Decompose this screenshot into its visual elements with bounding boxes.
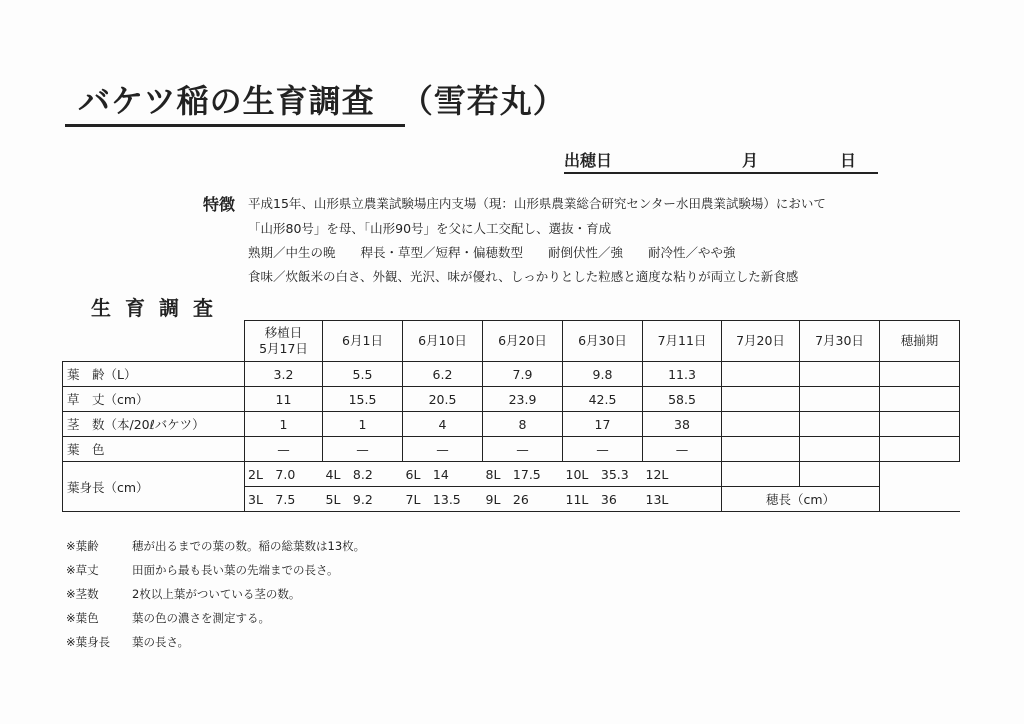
heading-date-field [564, 146, 878, 174]
table-cell [880, 362, 960, 387]
table-row-plant-height [63, 387, 960, 412]
features-label: 特徴 [203, 195, 236, 214]
table-cell [722, 412, 800, 437]
leaf-blade-value: 12L [643, 462, 722, 487]
note-term: ※葉齢 [66, 539, 99, 553]
table-cell: 17 [563, 412, 643, 437]
column-header: 6月30日 [563, 321, 643, 362]
note-item [66, 538, 365, 554]
table-cell: 11 [245, 387, 323, 412]
heading-date-day: 日 [840, 151, 857, 170]
table-cell [800, 412, 880, 437]
note-term: ※葉身長 [66, 635, 111, 649]
feature-line: 平成15年、山形県立農業試験場庄内支場（現：山形県農業総合研究センター水田農業試験場）において [248, 196, 826, 211]
table-cell: 20.5 [403, 387, 483, 412]
leaf-blade-value: 2L 7.0 [245, 462, 323, 487]
feature-line: 熟期／中生の晩 稈長・草型／短稈・偏穂数型 耐倒伏性／強 耐冷性／やや強 [248, 245, 736, 260]
leaf-blade-value: 4L 8.2 [323, 462, 403, 487]
table-cell [880, 437, 960, 462]
table-row-leaf-color [63, 437, 960, 462]
note-text: 穂が出るまでの葉の数。稲の総葉数は13枚。 [132, 539, 366, 553]
note-text: 葉の長さ。 [132, 635, 190, 649]
table-cell: — [563, 437, 643, 462]
column-header: 移植日 5月17日 [245, 321, 323, 362]
leaf-blade-value: 11L 36 [563, 487, 643, 512]
leaf-blade-value: 13L [643, 487, 722, 512]
table-cell [880, 387, 960, 412]
leaf-blade-value: 3L 7.5 [245, 487, 323, 512]
table-cell: — [245, 437, 323, 462]
table-cell [722, 437, 800, 462]
leaf-blade-value: 7L 13.5 [403, 487, 483, 512]
survey-heading: 生育調査 [91, 296, 227, 320]
note-text: 2枚以上葉がついている茎の数。 [132, 587, 301, 601]
row-label: 葉 色 [63, 437, 245, 462]
table-cell: 11.3 [643, 362, 722, 387]
heading-date-label: 出穂日 [564, 151, 613, 170]
table-cell: — [483, 437, 563, 462]
note-text: 葉の色の濃さを測定する。 [132, 611, 270, 625]
table-cell: 1 [323, 412, 403, 437]
row-label: 葉身長（cm） [63, 462, 245, 512]
page-title [78, 76, 566, 122]
table-cell: 1 [245, 412, 323, 437]
title-variety: （雪若丸） [400, 82, 566, 120]
panicle-length-value [880, 487, 960, 512]
leaf-blade-value: 6L 14 [403, 462, 483, 487]
header-corner [63, 321, 245, 362]
table-row-tiller-count [63, 412, 960, 437]
column-header: 6月10日 [403, 321, 483, 362]
table-cell: — [403, 437, 483, 462]
note-term: ※草丈 [66, 563, 99, 577]
leaf-blade-value: 5L 9.2 [323, 487, 403, 512]
row-label: 葉 齢（L） [63, 362, 245, 387]
note-item [66, 610, 270, 626]
column-header: 7月30日 [800, 321, 880, 362]
feature-line: 食味／炊飯米の白さ、外観、光沢、味が優れ、しっかりとした粒感と適度な粘りが両立した新食感 [248, 269, 799, 284]
table-cell: 3.2 [245, 362, 323, 387]
table-row-leaf-blade-1 [63, 462, 960, 487]
column-header: 6月20日 [483, 321, 563, 362]
heading-date-month: 月 [742, 151, 759, 170]
table-cell: 6.2 [403, 362, 483, 387]
panicle-length-label: 穂長（cm） [722, 487, 880, 512]
column-header: 7月20日 [722, 321, 800, 362]
table-row-leaf-age [63, 362, 960, 387]
table-cell: 4 [403, 412, 483, 437]
table-cell [800, 362, 880, 387]
feature-line: 「山形80号」を母、「山形90号」を父に人工交配し、選抜・育成 [248, 221, 612, 236]
leaf-blade-value: 8L 17.5 [483, 462, 563, 487]
note-item [66, 562, 339, 578]
growth-survey-table [62, 320, 960, 512]
table-cell [800, 437, 880, 462]
table-cell: — [643, 437, 722, 462]
table-cell: 23.9 [483, 387, 563, 412]
column-header: 7月11日 [643, 321, 722, 362]
note-item [66, 634, 189, 650]
table-header-row [63, 321, 960, 362]
table-cell: 42.5 [563, 387, 643, 412]
column-header: 6月1日 [323, 321, 403, 362]
table-cell [880, 412, 960, 437]
table-cell: — [323, 437, 403, 462]
table-cell: 8 [483, 412, 563, 437]
title-main: バケツ稲の生育調査 [78, 82, 375, 120]
table-cell: 58.5 [643, 387, 722, 412]
note-text: 田面から最も長い葉の先端までの長さ。 [132, 563, 339, 577]
blank-cell [722, 462, 800, 487]
table-cell [722, 362, 800, 387]
blank-cell [880, 462, 960, 487]
leaf-blade-value: 9L 26 [483, 487, 563, 512]
title-underline [65, 124, 405, 127]
blank-cell [800, 462, 880, 487]
column-header: 穂揃期 [880, 321, 960, 362]
table-cell: 38 [643, 412, 722, 437]
table-cell: 15.5 [323, 387, 403, 412]
note-term: ※茎数 [66, 587, 99, 601]
row-label: 草 丈（cm） [63, 387, 245, 412]
table-cell: 5.5 [323, 362, 403, 387]
table-cell: 9.8 [563, 362, 643, 387]
row-label: 茎 数（本/20ℓバケツ） [63, 412, 245, 437]
table-cell: 7.9 [483, 362, 563, 387]
note-item [66, 586, 300, 602]
table-cell [800, 387, 880, 412]
leaf-blade-value: 10L 35.3 [563, 462, 643, 487]
table-cell [722, 387, 800, 412]
note-term: ※葉色 [66, 611, 99, 625]
